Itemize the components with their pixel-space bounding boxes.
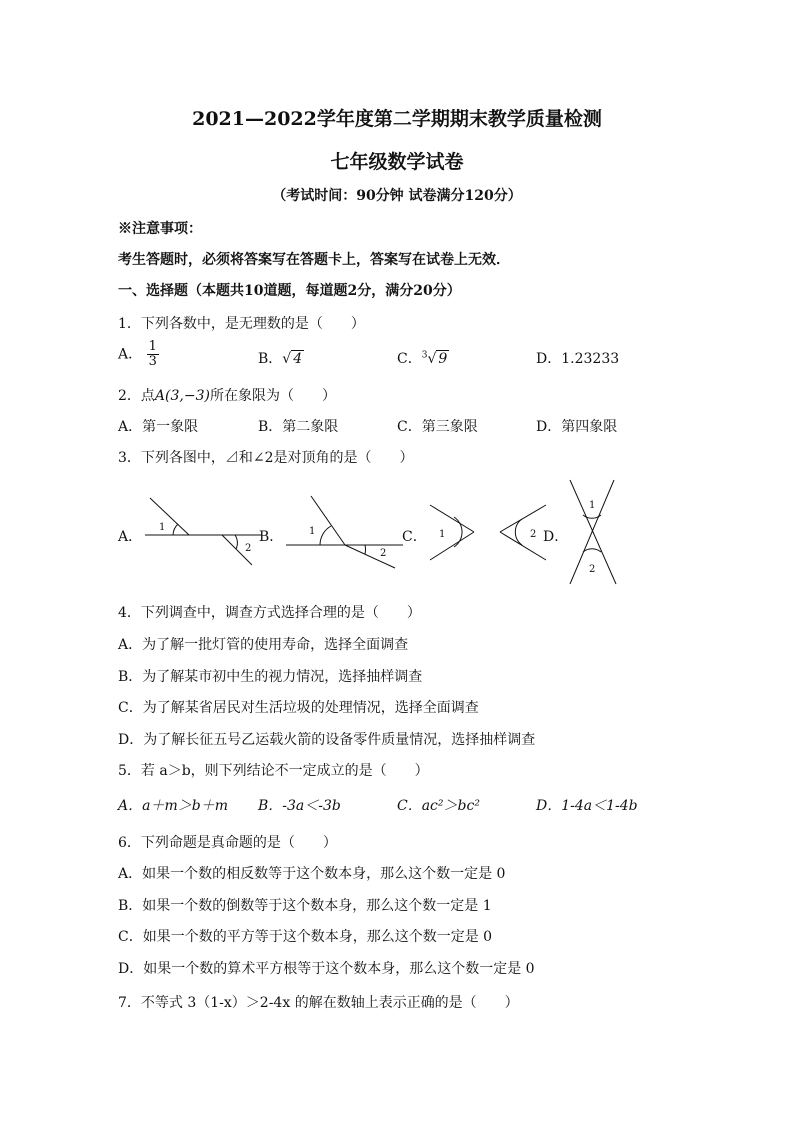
figure-a-angle-1-label: 1 bbox=[159, 522, 166, 533]
q2-option-c: C．第三象限 bbox=[397, 419, 478, 435]
q3-stem: 3．下列各图中，⊿和∠2是对顶角的是（ ） bbox=[118, 450, 414, 466]
figure-c bbox=[430, 505, 546, 560]
q2-point: A(3,−3) bbox=[154, 388, 210, 404]
figure-a-arc-2 bbox=[235, 535, 237, 549]
radicand: 4 bbox=[293, 351, 303, 367]
figure-c-lower-ray bbox=[430, 532, 474, 560]
q2-stem-prefix: 2．点 bbox=[118, 388, 155, 404]
figure-b-angle-1-label: 1 bbox=[309, 526, 316, 537]
q5-stem: 5．若 a＞b，则下列结论不一定成立的是（ ） bbox=[118, 763, 429, 779]
q6-option-c: C．如果一个数的平方等于这个数本身，那么这个数一定是 0 bbox=[118, 929, 493, 945]
q1-stem: 1．下列各数中，是无理数的是（ ） bbox=[118, 316, 365, 332]
radicand: 9 bbox=[438, 351, 448, 367]
q2-option-a: A．第一象限 bbox=[118, 419, 199, 435]
q7-stem: 7．不等式 3（1-x）＞2-4x 的解在数轴上表示正确的是（ ） bbox=[118, 995, 519, 1011]
exam-subtitle: 七年级数学试卷 bbox=[330, 151, 464, 173]
figure-c-angle-1-label: 1 bbox=[439, 529, 446, 540]
figure-d-arc-2 bbox=[583, 549, 601, 552]
figure-c-upper-ray bbox=[430, 505, 474, 532]
q5-option-b: B．-3a＜-3b bbox=[258, 798, 341, 814]
radical-sign: √ bbox=[282, 351, 292, 367]
notes-heading: ※注意事项： bbox=[118, 221, 202, 237]
figure-a-arc-1 bbox=[173, 524, 178, 535]
q4-option-d: D．为了解长征五号乙运载火箭的设备零件质量情况，选择抽样调查 bbox=[118, 732, 536, 748]
q1-b-label: B． bbox=[258, 351, 283, 367]
q1-d-label: D． bbox=[536, 351, 562, 367]
radical-sign: √ bbox=[427, 351, 437, 367]
exam-info: （考试时间：90分钟 试卷满分120分） bbox=[272, 188, 522, 204]
q6-option-d: D．如果一个数的算术平方根等于这个数本身，那么这个数一定是 0 bbox=[118, 961, 535, 977]
figure-b-upper-ray bbox=[311, 496, 345, 545]
q4-option-b: B．为了解某市初中生的视力情况，选择抽样调查 bbox=[118, 669, 423, 685]
q3-label-c: C． bbox=[402, 529, 427, 545]
q3-label-d: D． bbox=[543, 529, 569, 545]
figure-b-angle-2-label: 2 bbox=[380, 548, 387, 559]
q1-c-label: C． bbox=[397, 351, 422, 367]
q5-option-d: D．1-4a＜1-4b bbox=[536, 798, 638, 814]
q4-option-a: A．为了解一批灯管的使用寿命，选择全面调查 bbox=[118, 637, 409, 653]
q1-d-value: 1.23233 bbox=[561, 351, 620, 367]
q3-label-a: A． bbox=[118, 529, 143, 545]
exam-title: 2021—2022学年度第二学期期末教学质量检测 bbox=[192, 108, 602, 130]
q2-stem-suffix: 所在象限为（ ） bbox=[209, 388, 336, 404]
q1-a-label: A． bbox=[118, 346, 143, 363]
q4-stem: 4．下列调查中，调查方式选择合理的是（ ） bbox=[118, 605, 421, 621]
q2-option-b: B．第二象限 bbox=[258, 419, 339, 435]
notes-text: 考生答题时，必须将答案写在答题卡上，答案写在试卷上无效． bbox=[118, 252, 510, 268]
q4-option-c: C．为了解某省居民对生活垃圾的处理情况，选择全面调查 bbox=[118, 700, 479, 716]
radical-index: 3 bbox=[421, 350, 428, 361]
figure-d-angle-2-label: 2 bbox=[589, 564, 596, 575]
fraction-numerator: 1 bbox=[148, 339, 157, 354]
figure-b-arc-1 bbox=[320, 526, 331, 545]
figure-b-arc-2 bbox=[365, 545, 366, 554]
fraction-denominator: 3 bbox=[148, 354, 157, 369]
figure-c-angle-2-label: 2 bbox=[530, 529, 537, 540]
q6-option-a: A．如果一个数的相反数等于这个数本身，那么这个数一定是 0 bbox=[118, 866, 506, 882]
figure-c-right-upper-ray bbox=[500, 505, 546, 532]
figure-d-angle-1-label: 1 bbox=[589, 500, 596, 511]
section1-heading: 一、选择题（本题共10道题，每道题2分，满分20分） bbox=[118, 283, 461, 299]
q3-label-b: B． bbox=[259, 529, 284, 545]
figure-a-upper-ray bbox=[150, 498, 189, 535]
q6-option-b: B．如果一个数的倒数等于这个数本身，那么这个数一定是 1 bbox=[118, 898, 492, 914]
q5-option-c: C．ac²＞bc² bbox=[397, 798, 480, 814]
figure-b-lower-ray bbox=[345, 545, 395, 568]
q2-option-d: D．第四象限 bbox=[536, 419, 618, 435]
q5-option-a: A．a＋m＞b＋m bbox=[118, 798, 228, 814]
figure-a-angle-2-label: 2 bbox=[245, 543, 252, 554]
figure-c-right-lower-ray bbox=[500, 532, 546, 560]
q6-stem: 6．下列命题是真命题的是（ ） bbox=[118, 835, 337, 851]
